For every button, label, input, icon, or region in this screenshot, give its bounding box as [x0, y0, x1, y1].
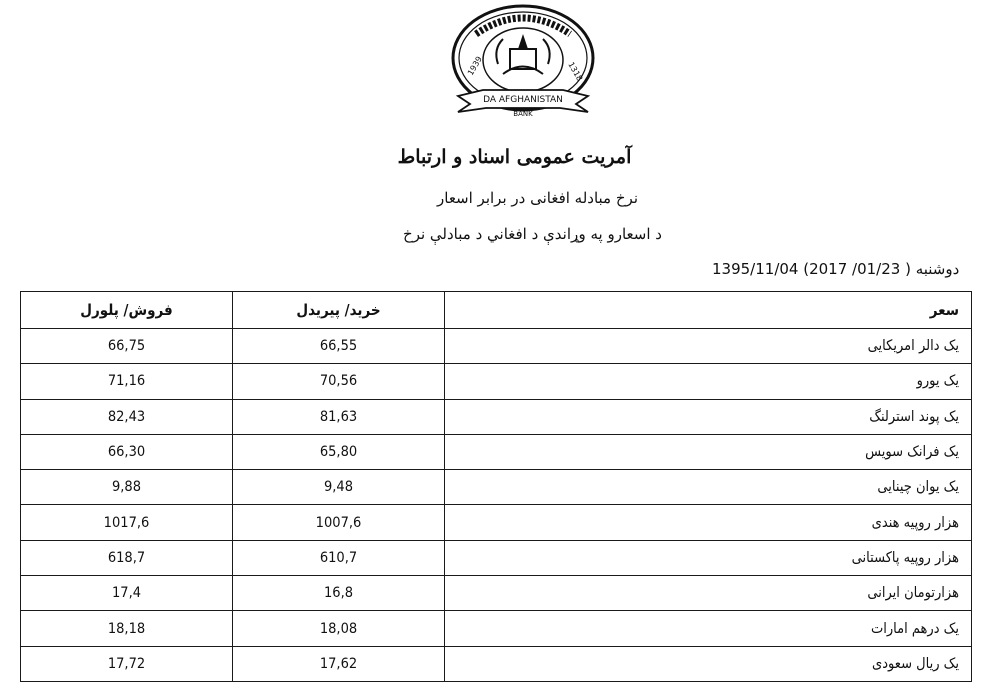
buy-cell: 1007,6: [233, 505, 445, 540]
page-title: آمریت عمومی اسناد و ارتباط: [397, 146, 632, 168]
table-row: [21, 399, 972, 434]
year-left: 1939: [465, 54, 484, 77]
currency-cell: یک یوان چینایی: [445, 470, 972, 505]
currency-cell: یک دالر امریکایی: [445, 329, 972, 364]
buy-cell: 9,48: [233, 470, 445, 505]
sell-cell: 17,4: [21, 576, 233, 611]
buy-cell: 610,7: [233, 540, 445, 575]
table-row: [21, 364, 972, 399]
table-header-row: [21, 292, 972, 329]
sell-cell: 9,88: [21, 470, 233, 505]
currency-cell: یک پوند استرلنگ: [445, 399, 972, 434]
table-row: [21, 540, 972, 575]
header-buy: خرید/ پیریدل: [233, 292, 445, 329]
sell-cell: 18,18: [21, 611, 233, 646]
table-row: [21, 329, 972, 364]
table-row: [21, 470, 972, 505]
header-currency: سعر: [445, 292, 972, 329]
currency-cell: یک فرانک سویس: [445, 434, 972, 469]
buy-cell: 18,08: [233, 611, 445, 646]
currency-cell: یک یورو: [445, 364, 972, 399]
currency-cell: هزارتومان ایرانی: [445, 576, 972, 611]
sell-cell: 66,75: [21, 329, 233, 364]
buy-cell: 66,55: [233, 329, 445, 364]
subtitle-dari: نرخ مبادله افغانی در برابر اسعار: [437, 189, 638, 207]
currency-cell: یک درهم امارات: [445, 611, 972, 646]
sell-cell: 71,16: [21, 364, 233, 399]
currency-cell: هزار روپیه پاکستانی: [445, 540, 972, 575]
buy-cell: 16,8: [233, 576, 445, 611]
table-row: [21, 646, 972, 681]
currency-cell: یک ریال سعودی: [445, 646, 972, 681]
sell-cell: 1017,6: [21, 505, 233, 540]
header-sell: فروش/ پلورل: [21, 292, 233, 329]
table-body: [21, 329, 972, 682]
date-line: [712, 260, 959, 278]
table-row: [21, 505, 972, 540]
subtitle-pashto: د اسعارو په وړاندې د افغاني د مبادلې نرخ: [403, 225, 662, 243]
day-name: دوشنبه: [915, 260, 960, 278]
sell-cell: 82,43: [21, 399, 233, 434]
exchange-rate-table: [20, 291, 972, 682]
sell-cell: 618,7: [21, 540, 233, 575]
bank-seal-icon: [448, 4, 598, 120]
svg-text:DA AFGHANISTAN: DA AFGHANISTAN: [483, 95, 563, 105]
date-value: 1395/11/04 (2017 /01/23 ): [712, 260, 911, 278]
table-row: [21, 434, 972, 469]
buy-cell: 70,56: [233, 364, 445, 399]
sell-cell: 66,30: [21, 434, 233, 469]
table-row: [21, 611, 972, 646]
currency-cell: هزار روپیه هندی: [445, 505, 972, 540]
buy-cell: 81,63: [233, 399, 445, 434]
buy-cell: 65,80: [233, 434, 445, 469]
svg-text:BANK: BANK: [513, 110, 533, 118]
buy-cell: 17,62: [233, 646, 445, 681]
sell-cell: 17,72: [21, 646, 233, 681]
table-row: [21, 576, 972, 611]
year-right: 1318: [566, 60, 585, 83]
